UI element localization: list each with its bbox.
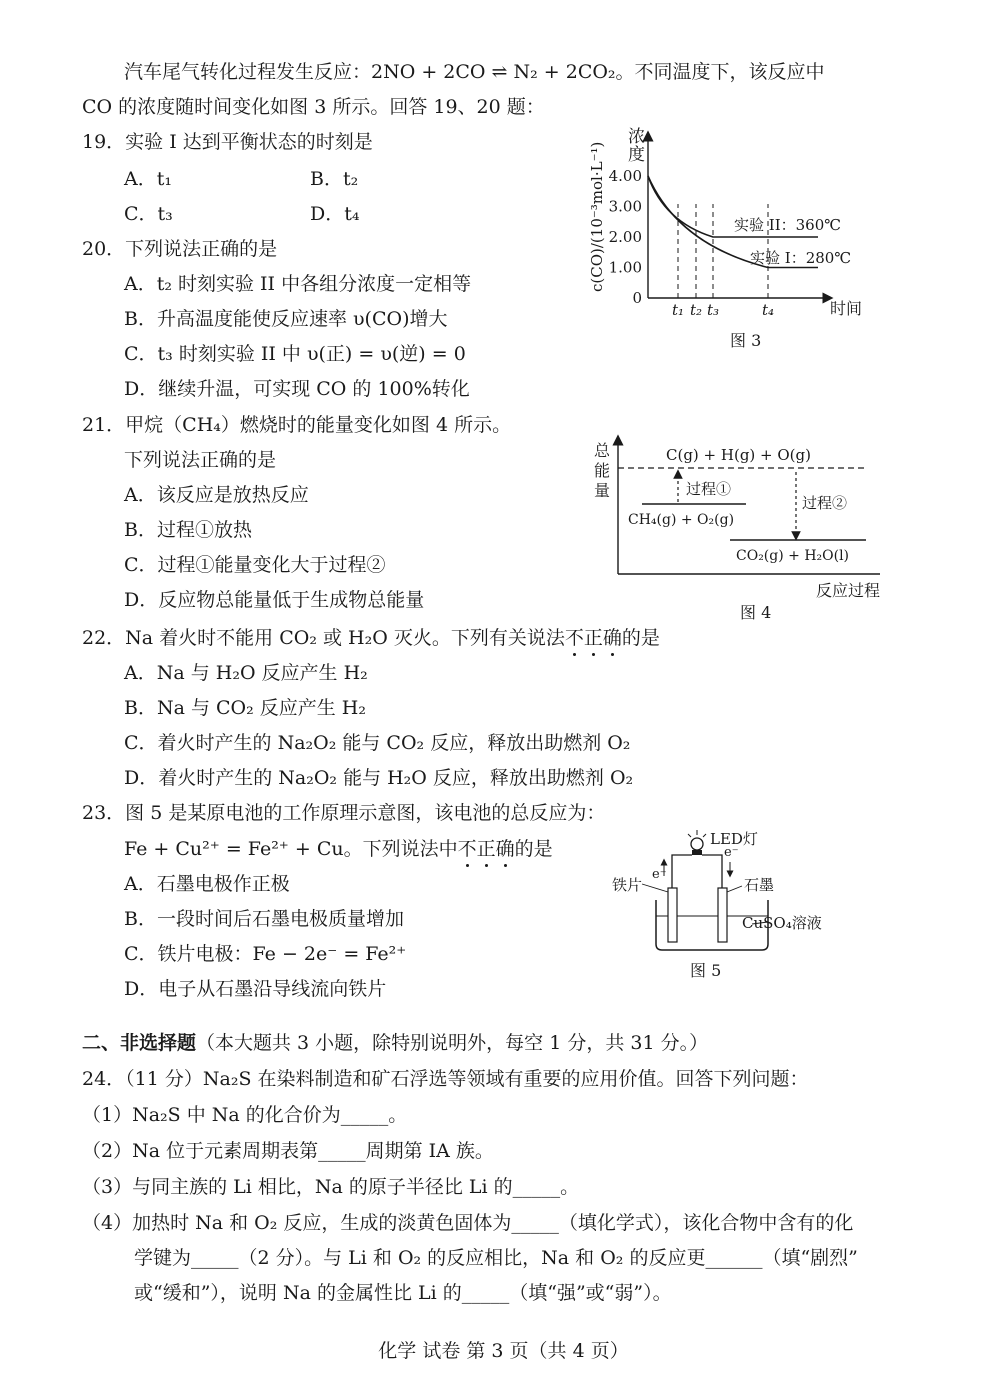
q21-stem: 21．甲烷（CH₄）燃烧时的能量变化如图 4 所示。: [82, 414, 512, 436]
q19-option-a: A．t₁: [124, 168, 172, 190]
y-title-top: 浓: [628, 127, 645, 147]
q24-part-4-line-3: 或“缓和”），说明 Na 的金属性比 Li 的_____（填“强”或“弱”）。: [134, 1282, 672, 1304]
iron-electrode: [668, 888, 677, 942]
q20-option-b: B．升高温度能使反应速率 υ(CO)增大: [124, 308, 448, 330]
q23-option-b: B．一段时间后石墨电极质量增加: [124, 908, 404, 930]
leader-graphite: [727, 886, 742, 892]
q23-stem-2-a: Fe + Cu²⁺ = Fe²⁺ + Cu。下列说法中: [124, 838, 458, 860]
q23-option-d: D．电子从石墨沿导线流向铁片: [124, 978, 387, 1000]
x-title: 时间: [830, 299, 863, 318]
q22-stem: [82, 626, 660, 650]
q24-part-2: （2）Na 位于元素周期表第_____周期第 IA 族。: [82, 1140, 494, 1162]
intro-line-2: CO 的浓度随时间变化如图 3 所示。回答 19、20 题：: [82, 96, 545, 118]
q22-stem-b: 的是: [621, 627, 660, 649]
emphasis-char: 正: [476, 838, 496, 860]
intro-line-1: 汽车尾气转化过程发生反应：2NO + 2CO ⇌ N₂ + 2CO₂。不同温度下，该反应中: [124, 61, 825, 83]
y-unit-label: c(CO)/(10⁻³mol·L⁻¹): [588, 141, 606, 292]
y-title-3: 量: [594, 481, 611, 500]
q23-stem: 23．图 5 是某原电池的工作原理示意图，该电池的总反应为：: [82, 802, 606, 824]
figure-4-energy-diagram: [590, 432, 890, 602]
q19-option-c: C．t₃: [124, 203, 173, 225]
section-2-title: 二、非选择题: [82, 1032, 197, 1054]
q19-option-d: D．t₄: [310, 203, 360, 225]
emphasis-char: 确: [602, 627, 622, 649]
q21-stem-2: 下列说法正确的是: [124, 449, 277, 471]
section-2-note: （本大题共 3 小题，除特别说明外，每空 1 分，共 31 分。）: [196, 1032, 709, 1054]
y-tick-label: 1.00: [608, 258, 642, 277]
x-tick-label: t₂: [689, 301, 703, 319]
x-tick-label: t₄: [761, 301, 775, 319]
q22-option-a: A．Na 与 H₂O 反应产生 H₂: [124, 662, 368, 684]
figure-4-caption: 图 4: [740, 603, 772, 622]
electron-label-right: e⁻: [724, 845, 739, 860]
q20-stem: 20．下列说法正确的是: [82, 238, 278, 260]
q20-option-c: C．t₃ 时刻实验 II 中 υ(正) = υ(逆) = 0: [124, 343, 466, 365]
q22-option-b: B．Na 与 CO₂ 反应产生 H₂: [124, 697, 366, 719]
y-title-1: 总: [594, 441, 611, 460]
figure-5-caption: 图 5: [690, 961, 722, 980]
y-title-2: 能: [594, 461, 611, 480]
series-label-exp2: 实验 II：360℃: [734, 216, 842, 234]
process-1-label: 过程①: [686, 480, 732, 498]
q21-option-a: A．该反应是放热反应: [124, 484, 309, 506]
q24-part-4-line-1: （4）加热时 Na 和 O₂ 反应，生成的淡黄色固体为_____（填化学式），该化合物中含有的化: [82, 1212, 854, 1234]
x-tick-label: t₃: [706, 301, 720, 319]
q23-stem-2-b: 的是: [514, 838, 553, 860]
figure-3-chart: [578, 122, 868, 352]
process-2-label: 过程②: [802, 494, 848, 512]
top-level-label: C(g) + H(g) + O(g): [666, 446, 811, 464]
emphasis-char: 不: [457, 838, 477, 860]
q21-option-d: D．反应物总能量低于生成物总能量: [124, 589, 425, 611]
y-tick-label: 4.00: [608, 167, 642, 185]
graphite-label: 石墨: [744, 876, 775, 894]
x-tick-label: t₁: [671, 301, 685, 319]
q21-option-b: B．过程①放热: [124, 519, 252, 541]
product-label: CO₂(g) + H₂O(l): [736, 548, 850, 564]
q20-option-a: A．t₂ 时刻实验 II 中各组分浓度一定相等: [124, 273, 472, 295]
q21-option-c: C．过程①能量变化大于过程②: [124, 554, 386, 576]
x-title: 反应过程: [816, 581, 881, 600]
y-title-bottom: 度: [628, 145, 645, 165]
section-2-heading: [82, 1031, 708, 1055]
leader-iron: [642, 884, 668, 892]
led-bulb-icon: [688, 830, 706, 855]
q24-part-3: （3）与同主族的 Li 相比，Na 的原子半径比 Li 的_____。: [82, 1176, 580, 1198]
q24-part-4-line-2: 学键为_____（2 分）。与 Li 和 O₂ 的反应相比，Na 和 O₂ 的反应更______（填“剧烈”: [134, 1247, 858, 1269]
y-tick-label: 2.00: [608, 228, 642, 246]
iron-label: 铁片: [612, 876, 643, 894]
page-footer: 化学 试卷 第 3 页（共 4 页）: [378, 1340, 629, 1362]
led-label: LED灯: [710, 830, 758, 848]
wire-left: [672, 855, 692, 888]
series-label-exp1: 实验 I：280℃: [750, 249, 852, 267]
graphite-electrode: [718, 888, 727, 942]
electron-label-left: e⁻: [652, 867, 667, 882]
q23-stem-2: [124, 837, 553, 861]
q23-option-a: A．石墨电极作正极: [124, 873, 290, 895]
reactant-label: CH₄(g) + O₂(g): [628, 512, 735, 528]
q19-option-b: B．t₂: [310, 168, 359, 190]
q22-stem-a: 22．Na 着火时不能用 CO₂ 或 H₂O 灭火。下列有关说法: [82, 627, 565, 649]
y-tick-label: 0: [632, 289, 642, 307]
q24-stem: 24．（11 分）Na₂S 在染料制造和矿石浮选等领域有重要的应用价值。回答下列问题：: [82, 1068, 809, 1090]
wire-right: [702, 855, 722, 888]
emphasis-char: 不: [564, 627, 584, 649]
figure-5-galvanic-cell: [612, 826, 842, 956]
q23-option-c: C．铁片电极：Fe − 2e⁻ = Fe²⁺: [124, 943, 407, 965]
emphasis-char: 确: [495, 838, 515, 860]
solution-label: CuSO₄溶液: [742, 914, 822, 932]
q22-option-c: C．着火时产生的 Na₂O₂ 能与 CO₂ 反应，释放出助燃剂 O₂: [124, 732, 631, 754]
q20-option-d: D．继续升温，可实现 CO 的 100%转化: [124, 378, 470, 400]
q22-option-d: D．着火时产生的 Na₂O₂ 能与 H₂O 反应，释放出助燃剂 O₂: [124, 767, 634, 789]
y-tick-label: 3.00: [608, 197, 642, 216]
figure-3-caption: 图 3: [730, 331, 762, 350]
emphasis-char: 正: [583, 627, 603, 649]
q19-stem: 19．实验 I 达到平衡状态的时刻是: [82, 131, 373, 153]
q24-part-1: （1）Na₂S 中 Na 的化合价为_____。: [82, 1104, 408, 1126]
